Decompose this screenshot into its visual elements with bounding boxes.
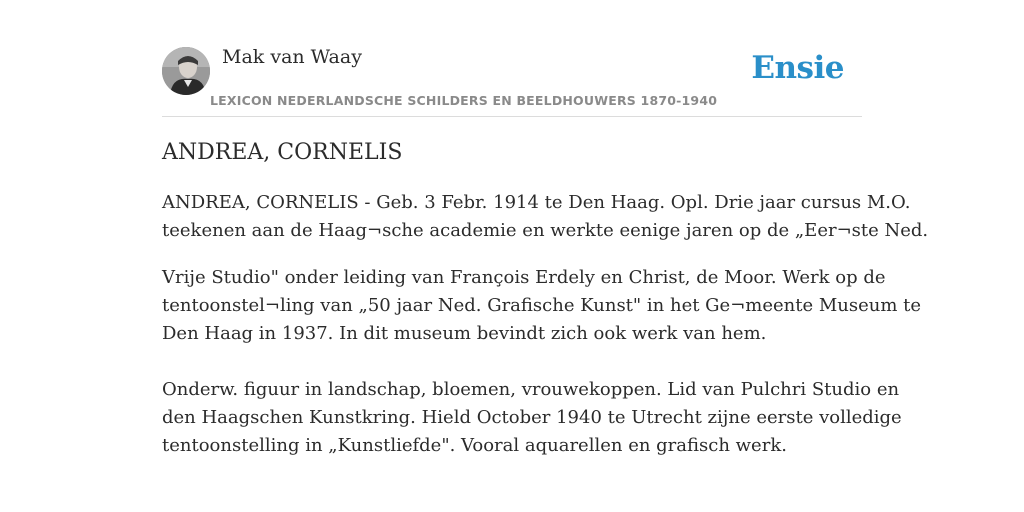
lexicon-subtitle[interactable]: LEXICON NEDERLANDSCHE SCHILDERS EN BEELDHOUWERS 1870-1940 [210,93,718,108]
author-name[interactable]: Mak van Waay [222,46,362,68]
paragraph-spacer [162,348,872,376]
article-paragraph-1 [162,189,929,245]
paragraph-line: Den Haag in 1937. In dit museum bevindt zich ook werk van hem. [162,323,767,344]
paragraph-line: teekenen aan de Haag¬sche academie en werkte eenige jaren op de „Eer¬ste Ned. [162,220,929,241]
paragraph-line: den Haagschen Kunstkring. Hield October 1940 te Utrecht zijne eerste volledige [162,407,902,428]
article-content [162,140,929,460]
paragraph-line: Onderw. figuur in landschap, bloemen, vrouwekoppen. Lid van Pulchri Studio en [162,379,900,400]
article-paragraph-2 [162,264,922,460]
ensie-logo[interactable]: Ensie [751,50,844,86]
paragraph-line: ANDREA, CORNELIS - Geb. 3 Febr. 1914 te Den Haag. Opl. Drie jaar cursus M.O. [162,192,911,213]
paragraph-line: Vrije Studio" onder leiding van François Erdely en Christ, de Moor. Werk op de [162,267,886,288]
paragraph-line: tentoonstelling in „Kunstliefde". Vooral aquarellen en grafisch werk. [162,435,787,456]
page-title: ANDREA, CORNELIS [162,140,403,165]
page-header [162,46,862,117]
paragraph-line: tentoonstel¬ling van „50 jaar Ned. Grafische Kunst" in het Ge¬meente Museum te [162,295,922,316]
portrait-avatar-icon [162,47,210,95]
author-avatar[interactable] [162,47,210,95]
